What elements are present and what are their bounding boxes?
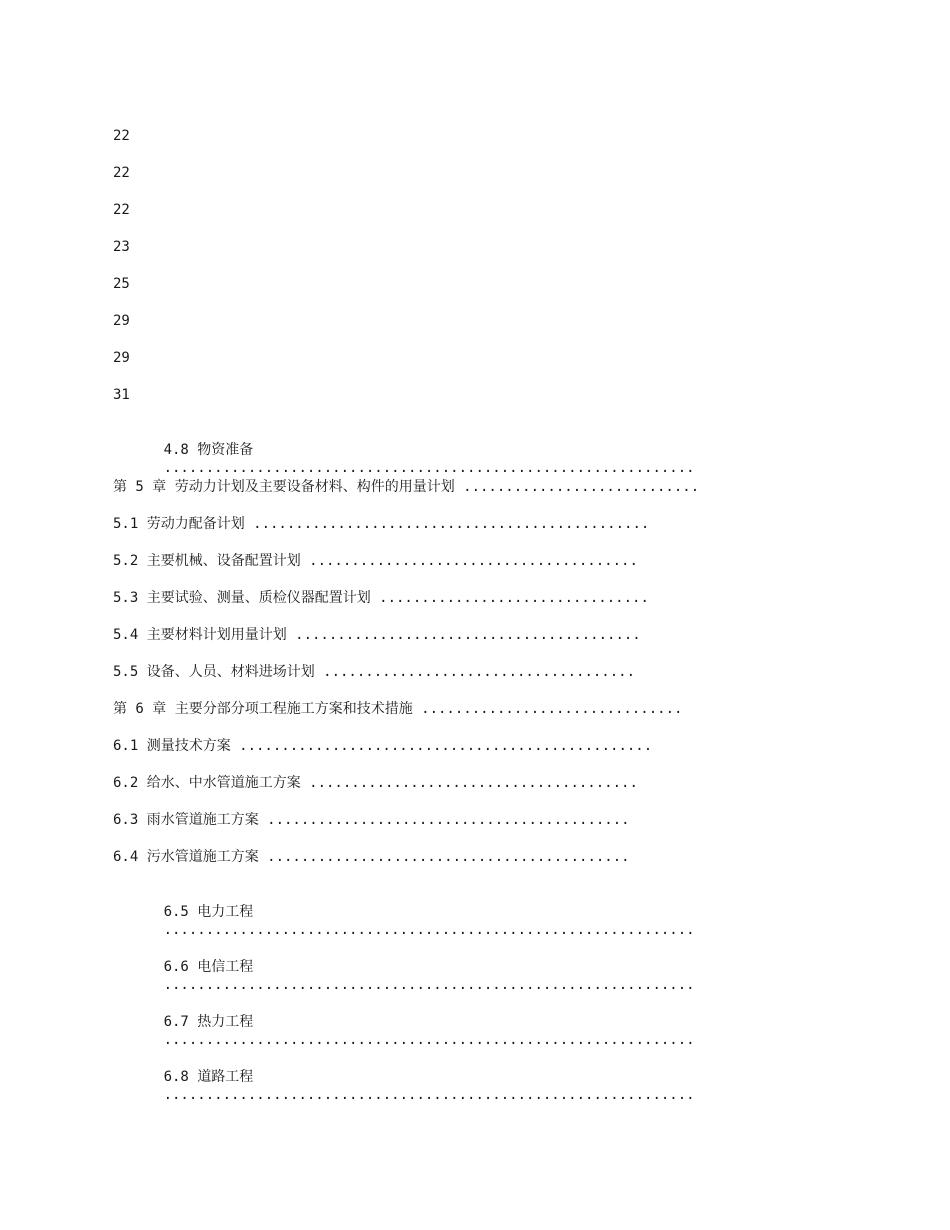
toc-leader-dots: ................................................. (230, 738, 653, 754)
toc-entry (113, 1050, 873, 1105)
toc-entry (113, 940, 873, 995)
toc-leader-dots: ............................................................... (163, 922, 695, 938)
toc-entry-label: 4.8 物资准备 (163, 442, 254, 458)
toc-leader-dots: ........................................... (258, 812, 630, 828)
toc-leader-dots: ............................................................... (163, 460, 695, 476)
toc-leader-dots: ....................................... (300, 553, 638, 569)
toc-entry-label: 第 6 章 主要分部分项工程施工方案和技术措施 (113, 701, 413, 717)
toc-entry (113, 552, 873, 589)
toc-leader-dots: ............................................................... (163, 1087, 695, 1103)
toc-leader-dots: ............................................................... (163, 1032, 695, 1048)
toc-leader-dots: ............................... (412, 701, 683, 717)
toc-entry (113, 848, 873, 885)
toc-leader-dots: ....................................... (300, 775, 638, 791)
toc-entry-label: 6.2 给水、中水管道施工方案 (113, 775, 301, 791)
toc-entry-label: 5.4 主要材料计划用量计划 (113, 627, 287, 643)
toc-entry-label: 5.3 主要试验、测量、质检仪器配置计划 (113, 590, 371, 606)
toc-entry (113, 700, 873, 737)
toc-entry-label: 6.5 电力工程 (163, 904, 254, 920)
toc-entry-label: 6.6 电信工程 (163, 959, 254, 975)
toc-entry-label: 6.3 雨水管道施工方案 (113, 812, 259, 828)
page-number: 22 (113, 165, 130, 181)
toc-entry (113, 811, 873, 848)
toc-leader-dots: ......................................... (286, 627, 641, 643)
toc-leader-dots: ............................ (454, 479, 700, 495)
toc-entry (113, 774, 873, 811)
toc-entry (113, 885, 873, 940)
toc-entry-label: 6.4 污水管道施工方案 (113, 849, 259, 865)
toc-leader-dots: ..................................... (314, 664, 636, 680)
toc-entry (113, 478, 873, 515)
toc-entry (113, 589, 873, 626)
toc-entry-label: 6.1 测量技术方案 (113, 738, 231, 754)
toc-entry (113, 737, 873, 774)
page-number: 29 (113, 350, 130, 366)
toc-entry-label: 5.2 主要机械、设备配置计划 (113, 553, 301, 569)
toc-entry-label: 6.7 热力工程 (163, 1014, 254, 1030)
table-of-contents (113, 127, 873, 1105)
toc-entry-label: 5.1 劳动力配备计划 (113, 516, 245, 532)
toc-entry (113, 626, 873, 663)
toc-leader-dots: ........................................... (258, 849, 630, 865)
page-number: 25 (113, 276, 130, 292)
page-number: 22 (113, 202, 130, 218)
page-number: 29 (113, 313, 130, 329)
toc-entry-label: 5.5 设备、人员、材料进场计划 (113, 664, 315, 680)
toc-entry-label: 第 5 章 劳动力计划及主要设备材料、构件的用量计划 (113, 479, 455, 495)
toc-entry (113, 995, 873, 1050)
toc-entry (113, 423, 873, 478)
page-number: 23 (113, 239, 130, 255)
toc-entry (113, 515, 873, 552)
toc-leader-dots: ............................................... (244, 516, 650, 532)
toc-entry-label: 6.8 道路工程 (163, 1069, 254, 1085)
page-number: 22 (113, 128, 130, 144)
toc-leader-dots: ............................................................... (163, 977, 695, 993)
toc-leader-dots: ................................ (370, 590, 649, 606)
toc-entry (113, 663, 873, 700)
page-number: 31 (113, 387, 130, 403)
